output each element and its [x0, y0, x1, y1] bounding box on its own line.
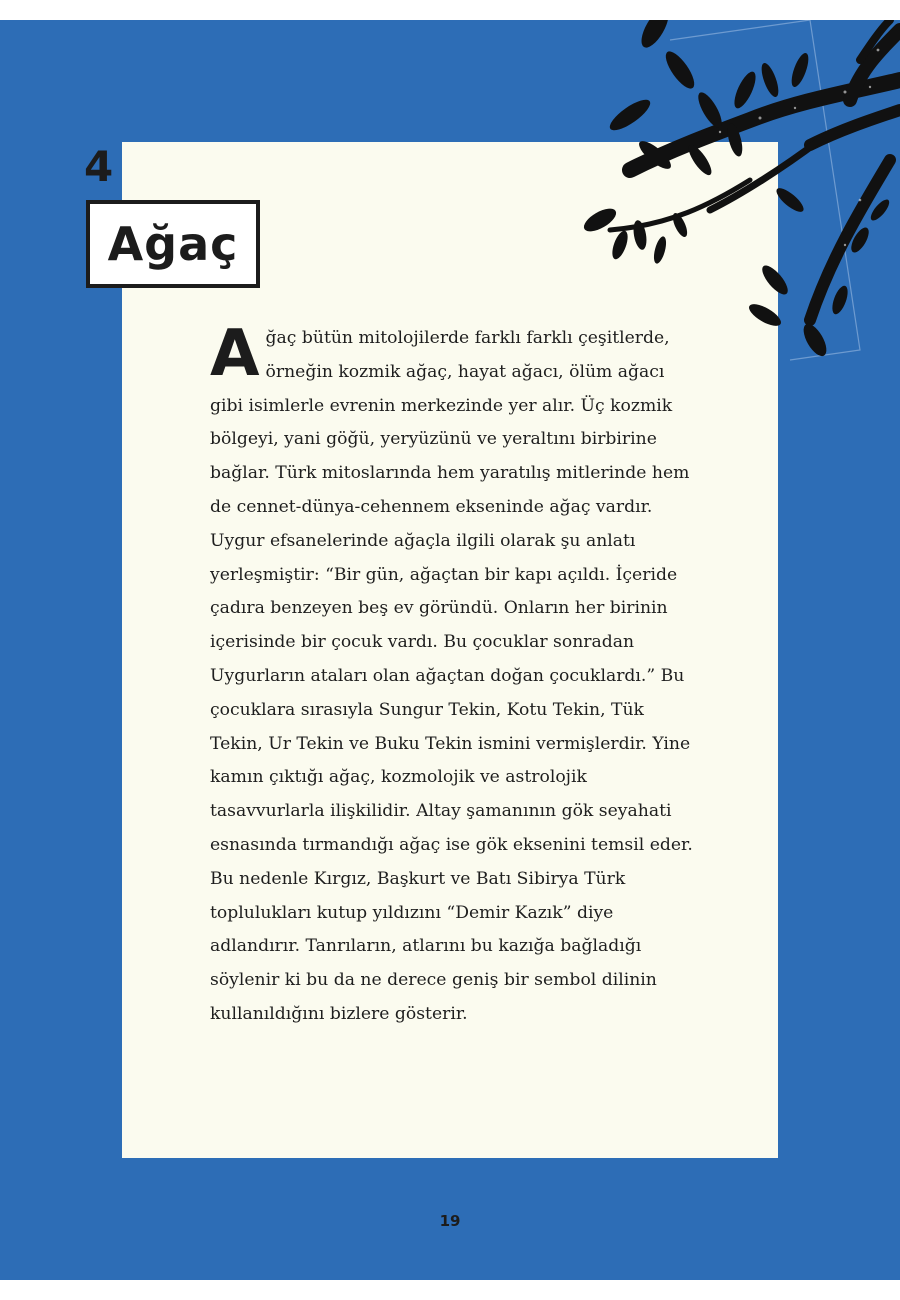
- chapter-title-box: [86, 200, 260, 288]
- chapter-title: Ağaç: [107, 217, 239, 271]
- page-number: 19: [439, 1212, 461, 1230]
- body-text: ğaç bütün mitolojilerde farklı farklı çeşitlerde, örneğin kozmik ağaç, hayat ağacı, ölüm ağacı gibi isimlerle evrenin merkezinde yer alır. Üç kozmik bölgeyi, yani göğü, yeryüzünü ve yeraltını birbirine bağlar. Türk mitoslarında hem yaratılış mitlerinde hem de cennet-dünya-cehennem ekseninde ağaç vardır. Uygur efsanelerinde ağaçla ilgili olarak şu anlatı yerleşmiştir: “Bir gün, ağaçtan bir kapı açıldı. İçeride çadıra benzeyen beş ev göründü. Onların her birinin içerisinde bir çocuk vardı. Bu çocuklar sonradan Uygurların ataları olan ağaçtan doğan çocuklardı.” Bu çocuklara sırasıyla Sungur Tekin, Kotu Tekin, Tük Tekin, Ur Tekin ve Buku Tekin ismini vermişlerdir. Yine kamın çıktığı ağaç, kozmolojik ve astrolojik tasavvurlarla ilişkilidir. Altay şamanının gök seyahati esnasında tırmandığı ağaç ise gök eksenini temsil eder. Bu nedenle Kırgız, Başkurt ve Batı Sibirya Türk toplulukları kutup yıldızını “Demir Kazık” diye adlandırır. Tanrıların, atlarını bu kazığa bağladığı söylenir ki bu da ne derece geniş bir sembol dilinin kullanıldığını bizlere gösterir.: [210, 328, 693, 1024]
- chapter-number: 4: [84, 142, 114, 191]
- body-paragraph: [210, 317, 700, 1032]
- drop-cap: A: [210, 317, 260, 391]
- bottom-margin: [150, 1280, 900, 1300]
